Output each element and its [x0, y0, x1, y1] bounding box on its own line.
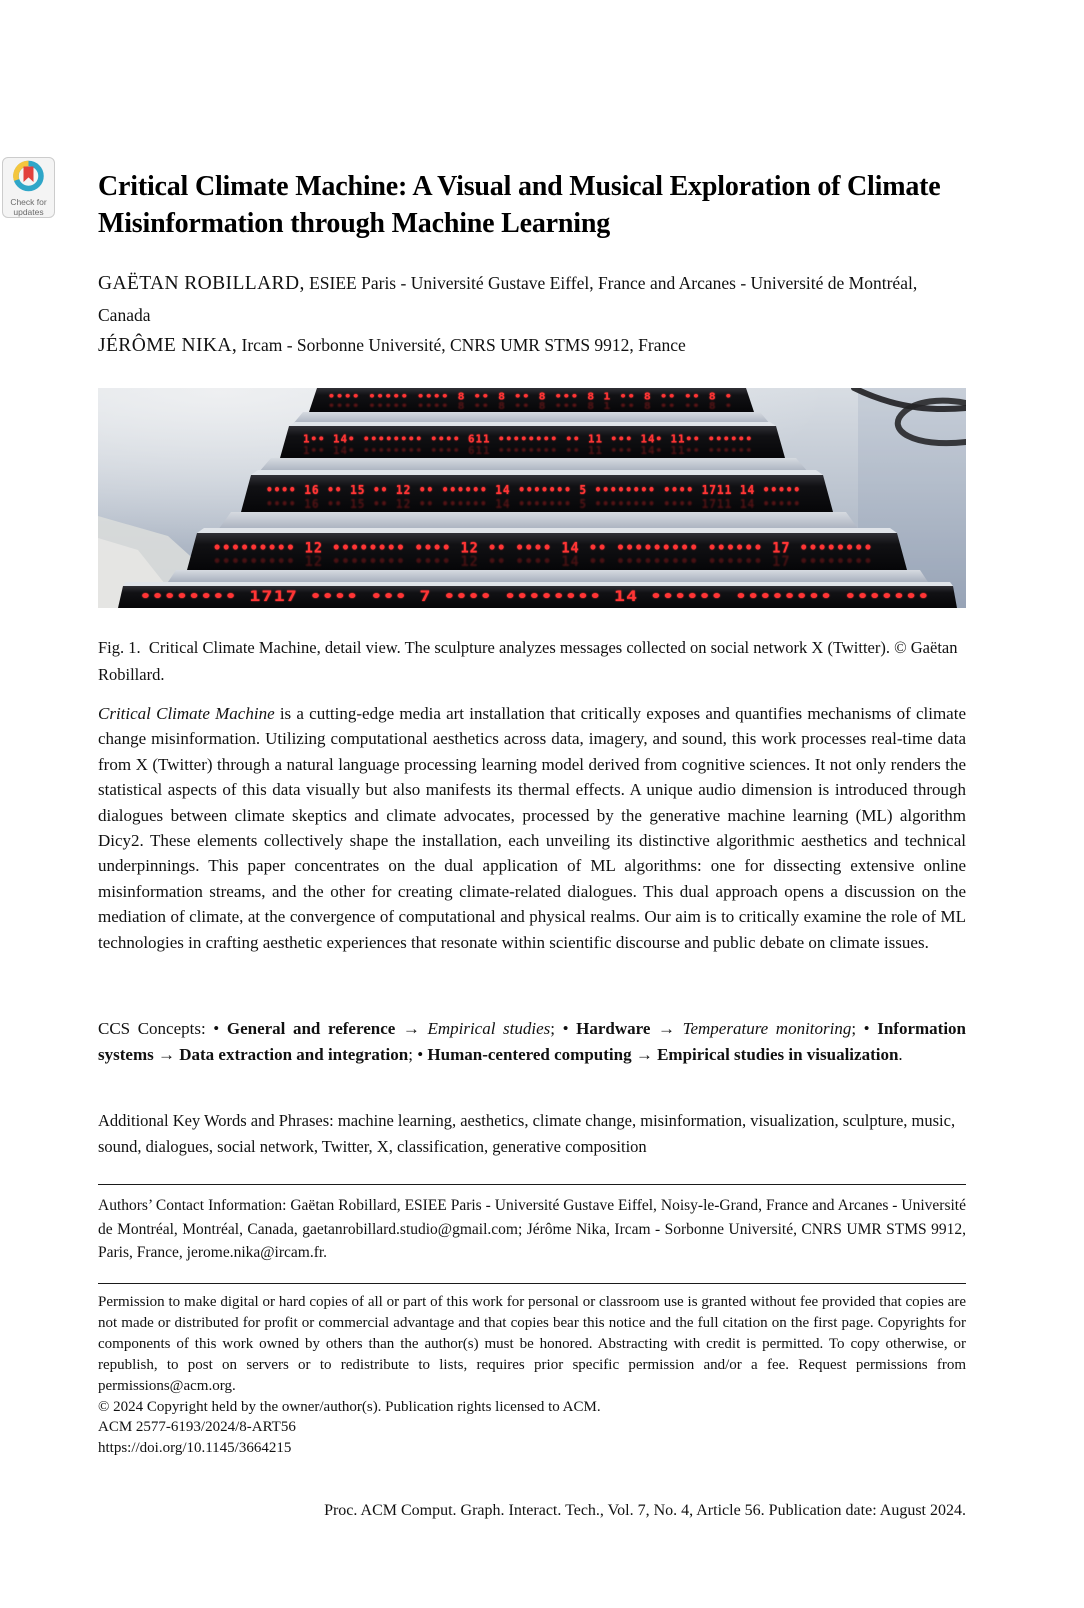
arrow-glyph: → — [631, 1045, 658, 1064]
led-text-row: 1•• 14• •••••••• •••• 611 •••••••• •• 11 ••• 14• 11•• •••••• — [303, 432, 753, 446]
ccs-segment: Empirical studies — [427, 1019, 551, 1038]
journal-footer: Proc. ACM Comput. Graph. Interact. Tech., Vol. 7, No. 4, Article 56. Publication date: August 2024. — [324, 1502, 966, 1519]
check-for-updates-badge[interactable] — [2, 157, 55, 218]
abstract-lead: Critical Climate Machine — [98, 704, 275, 723]
permission-text: Permission to make digital or hard copies of all or part of this work for personal or classroom use is granted without fee provided that copies are not made or distributed for profit or commercial advantage and that copies bear this notice and the full citation on the first page. Copyrights for components of this work owned by others than the author(s) must be honored. Abstracting with credit is permitted. To copy otherwise, or republish, to post on servers or to redistribute to lists, requires prior specific permission and/or a fee. Request permissions from permissions@acm.org. — [98, 1294, 966, 1394]
led-bar — [118, 582, 957, 608]
figure-caption: Fig. 1. Critical Climate Machine, detail view. The sculpture analyzes messages collected on social network X (Twitter). © Gaëtan Robillard. — [98, 638, 962, 684]
led-text-row: ••••••••• 12 •••••••• •••• 12 •• •••• 14 •• ••••••••• •••••• 17 •••••••• — [213, 540, 873, 557]
figure-1 — [98, 388, 966, 608]
abstract-paragraph — [98, 701, 966, 955]
author-affiliation: Ircam - Sorbonne Université, CNRS UMR STMS 9912, France — [237, 335, 686, 355]
badge-label-line1: Check for — [10, 197, 47, 207]
ccs-segment: Human-centered computing — [427, 1045, 632, 1064]
figure-1-image — [98, 388, 966, 608]
arrow-glyph: → — [153, 1045, 180, 1064]
author-list — [98, 268, 966, 362]
ccs-segment: ; • — [408, 1045, 428, 1064]
acm-reference-line: ACM 2577-6193/2024/8-ART56 — [98, 1419, 296, 1436]
led-text-reflection: 1•• 14• •••••••• •••• 611 •••••••• •• 11 ••• 14• 11•• •••••• — [303, 444, 753, 457]
arrow-glyph: → — [650, 1019, 683, 1038]
doi-link[interactable]: https://doi.org/10.1145/3664215 — [98, 1440, 292, 1457]
check-for-updates-icon — [3, 158, 54, 192]
ccs-segment: ; • — [851, 1019, 878, 1038]
led-text-reflection: •••• ••••• •••• 8 •• 8 •• 8 ••• 8 1 •• 8 •• •• 8 • — [328, 401, 733, 412]
ccs-concepts — [98, 1016, 966, 1068]
ccs-segment: Hardware — [576, 1019, 651, 1038]
led-text-row: •••• 16 •• 15 •• 12 •• •••••• 14 ••••••• 5 •••••••• •••• 1711 14 ••••• — [266, 482, 801, 497]
ccs-segment: . — [898, 1045, 903, 1064]
badge-label-line2: updates — [13, 206, 44, 217]
led-bar — [168, 528, 928, 582]
led-text-row: •••••••• 1717 •••• ••• 7 •••• •••••••• 14 •••••• •••••••• ••••••• — [140, 589, 930, 605]
author-line — [98, 330, 966, 362]
abstract-text: is a cutting-edge media art installation that critically exposes and quantifies mechanisms of climate change misinformation. Utilizing computational aesthetics across data, imagery, and sound, this work processes real-time data from X (Twitter) through a natural language processing learning model derived from cognitive sciences. It not only renders the statistical aspects of this data visually but also manifests its thermal effects. A unique audio dimension is introduced through dialogues between climate skeptics and climate advocates, processed by the generative machine learning (ML) algorithm Dicy2. These elements collectively shape the installation, each unveiling its distinctive algorithmic aesthetics and technical underpinnings. This paper concentrates on the dual application of ML algorithms: one for dissecting extensive online misinformation streams, and the other for creating climate-related dialogues. This dual approach opens a discussion on the mediation of climate, at the convergence of computational and physical realms. Our aim is to critically examine the role of ML technologies in crafting aesthetic experiences that resonate within scientific discourse and public debate on climate issues. — [98, 704, 966, 952]
led-bar — [218, 470, 859, 530]
divider — [98, 1184, 966, 1185]
divider — [98, 1283, 966, 1284]
ccs-segment: Empirical studies in visualization — [657, 1045, 899, 1064]
ccs-segment: Temperature monitoring — [682, 1019, 852, 1038]
keywords: Additional Key Words and Phrases: machine learning, aesthetics, climate change, misinformation, visualization, sculpture, music, sound, dialogues, social network, Twitter, X, classification, generative composition — [98, 1111, 956, 1156]
copyright-line: © 2024 Copyright held by the owner/author(s). Publication rights licensed to ACM. — [98, 1398, 601, 1415]
led-bar — [293, 388, 770, 424]
led-bar — [259, 422, 808, 472]
led-text-reflection: •••• 16 •• 15 •• 12 •• •••••• 14 ••••••• 5 •••••••• •••• 1711 14 ••••• — [266, 496, 801, 511]
ccs-segment: Information systems — [98, 1019, 967, 1064]
arrow-glyph: → — [395, 1019, 428, 1038]
author-name: GAËTAN ROBILLARD, — [98, 273, 305, 294]
led-text-reflection: ••••••••• 12 •••••••• •••• 12 •• •••• 14 •• ••••••••• •••••• 17 •••••••• — [213, 554, 873, 570]
author-name: JÉRÔME NIKA, — [98, 335, 238, 356]
ccs-segment: Data extraction and integration — [179, 1045, 409, 1064]
ccs-segment: CCS Concepts: • — [98, 1019, 227, 1038]
authors-contact: Authors’ Contact Information: Gaëtan Robillard, ESIEE Paris - Université Gustave Eiffel, Noisy-le-Grand, France and Arcanes - Université de Montréal, Montréal, Canada, gaetanrobillard.studio@gmail.com; Jérôme Nika, Ircam - Sorbonne Université, CNRS UMR STMS 9912, Paris, France, jerome.nika@ircam.fr. — [98, 1197, 966, 1261]
author-affiliation: ESIEE Paris - Université Gustave Eiffel, France and Arcanes - Université de Montréal, Canada — [98, 273, 918, 325]
author-line — [98, 268, 966, 330]
ccs-segment: General and reference — [226, 1019, 396, 1038]
ccs-segment: ; • — [550, 1019, 577, 1038]
permission-block — [98, 1292, 966, 1459]
paper-title: Critical Climate Machine: A Visual and Musical Exploration of Climate Misinformation through Machine Learning — [98, 171, 941, 239]
led-text-row: •••• ••••• •••• 8 •• 8 •• 8 ••• 8 1 •• 8 •• •• 8 • — [328, 391, 733, 403]
